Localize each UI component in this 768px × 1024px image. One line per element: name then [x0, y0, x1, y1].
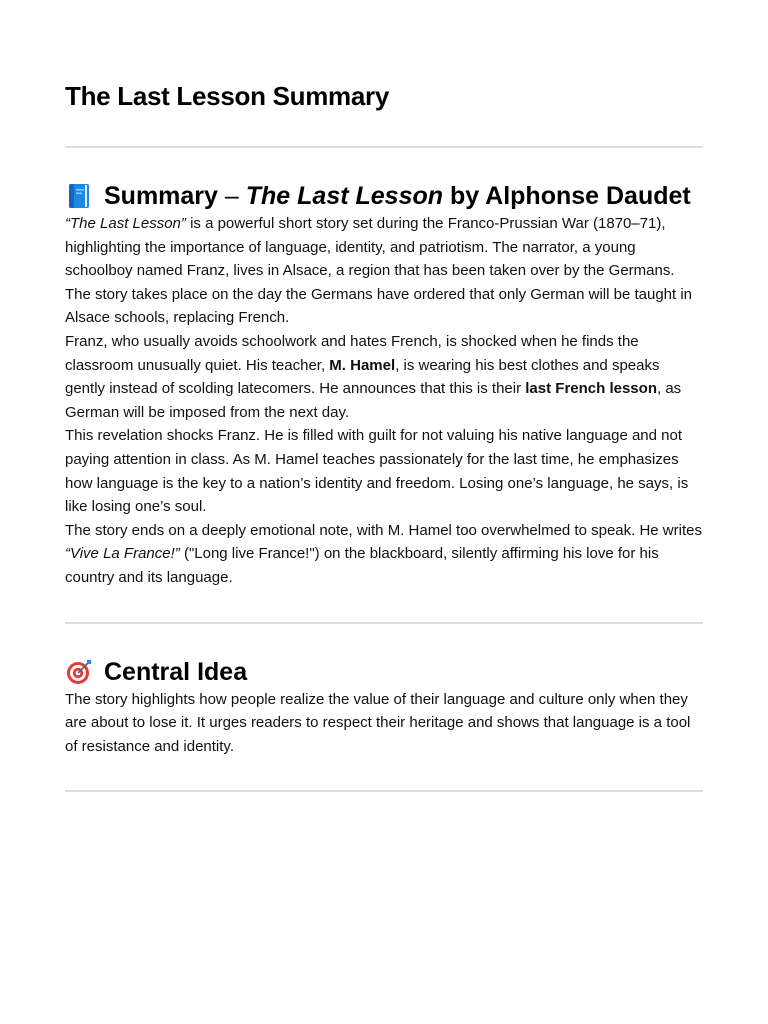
summary-paragraph-3: This revelation shocks Franz. He is filled with guilt for not valuing his native language and not paying attention in class. As M. Hamel teaches passionately for the last time, he emphasizes how language is the key to a nation’s identity and freedom. Losing one’s language, he says, is like losing one’s soul. [65, 427, 689, 516]
paragraph-4-text-b: ("Long live France!") on the blackboard, silently affirming his love for his country and its language. [65, 545, 659, 586]
paragraph-2-text-b: , is wearing his best clothes and speaks gently instead of scolding latecomers. He announces that this is their [65, 356, 660, 398]
teacher-name: M. Hamel [329, 356, 396, 374]
page-title: The Last Lesson Summary [65, 81, 389, 111]
summary-heading-dash: – [217, 182, 246, 210]
central-idea-heading-text: Central Idea [104, 657, 248, 686]
summary-heading-author: by Alphonse Daudet [443, 182, 691, 210]
divider [65, 790, 703, 792]
summary-heading [65, 180, 703, 212]
summary-heading-prefix: Summary [104, 182, 218, 210]
central-idea-heading [65, 656, 703, 688]
paragraph-2-text-a: Franz, who usually avoids schoolwork and hates French, is shocked when he finds the classroom unusually quiet. His teacher, [65, 332, 639, 374]
central-idea-paragraph: The story highlights how people realize the value of their language and culture only when they are about to lose it. It urges readers to respect their heritage and shows that language is a tool of resistance and identity. [65, 690, 691, 755]
summary-heading-story-title: The Last Lesson [245, 182, 444, 210]
paragraph-1-text: is a powerful short story set during the Franco-Prussian War (1870–71), highlighting the importance of language, identity, and patriotism. The narrator, a young schoolboy named Franz, lives in Alsace, a region that has been taken over by the Germans. The story takes place on the day the Germans have ordered that only German will be taught in Alsace schools, replacing French. [65, 215, 693, 327]
vive-la-france-quote: “Vive La France!” [65, 545, 180, 563]
summary-paragraph-2 [65, 330, 703, 424]
divider [65, 146, 703, 148]
summary-paragraph-1 [65, 212, 703, 330]
direct-hit-target-icon [65, 658, 93, 686]
story-title-quote: “The Last Lesson” [65, 215, 186, 232]
blue-book-icon [65, 182, 93, 210]
paragraph-2-text-c: , as German will be imposed from the next day. [65, 380, 682, 421]
last-french-lesson-phrase: last French lesson [525, 380, 657, 398]
summary-paragraph-4 [65, 519, 703, 590]
divider [65, 622, 703, 624]
paragraph-4-text-a: The story ends on a deeply emotional note, with M. Hamel too overwhelmed to speak. He writes [65, 521, 702, 539]
